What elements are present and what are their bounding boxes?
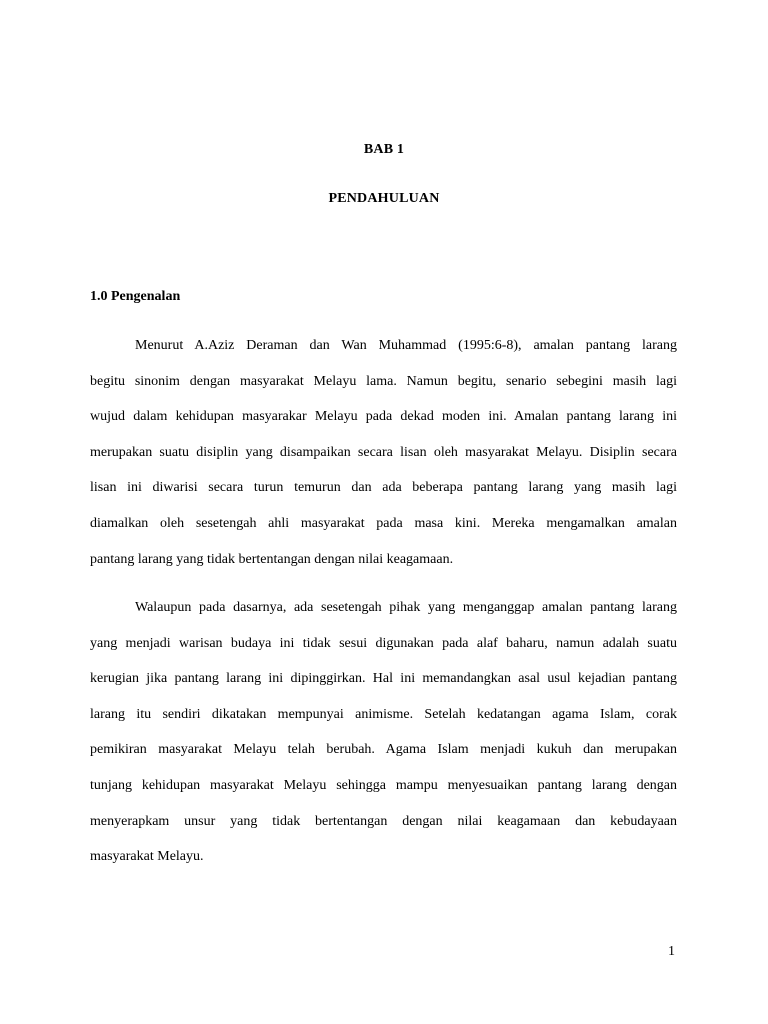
paragraph-line: lisan ini diwarisi secara turun temurun dan ada beberapa pantang larang yang masih lagi — [90, 480, 677, 496]
paragraph-line: wujud dalam kehidupan masyarakar Melayu pada dekad moden ini. Amalan pantang larang ini — [90, 409, 677, 425]
page-number: 1 — [668, 944, 675, 959]
paragraph-1 — [90, 337, 677, 586]
paragraph-line: masyarakat Melayu. — [90, 849, 204, 865]
paragraph-line: diamalkan oleh sesetengah ahli masyarakat pada masa kini. Mereka mengamalkan amalan — [90, 515, 677, 531]
paragraph-line: Walaupun pada dasarnya, ada sesetengah pihak yang menganggap amalan pantang larang — [135, 600, 677, 615]
chapter-number: BAB 1 — [363, 142, 405, 157]
paragraph-line: Menurut A.Aziz Deraman dan Wan Muhammad (1995:6-8), amalan pantang larang — [135, 338, 677, 353]
paragraph-2 — [90, 599, 677, 884]
paragraph-line: kerugian jika pantang larang ini dipinggirkan. Hal ini memandangkan asal usul kejadian pantang — [90, 671, 677, 687]
paragraph-line: pemikiran masyarakat Melayu telah berubah. Agama Islam menjadi kukuh dan merupakan — [90, 742, 677, 758]
paragraph-line: tunjang kehidupan masyarakat Melayu sehingga mampu menyesuaikan pantang larang dengan — [90, 777, 677, 793]
paragraph-line: menyerapkam unsur yang tidak bertentangan dengan nilai keagamaan dan kebudayaan — [90, 813, 677, 829]
paragraph-line: larang itu sendiri dikatakan mempunyai animisme. Setelah kedatangan agama Islam, corak — [90, 706, 677, 722]
paragraph-line: merupakan suatu disiplin yang disampaikan secara lisan oleh masyarakat Melayu. Disiplin secara — [90, 444, 677, 460]
paragraph-line: begitu sinonim dengan masyarakat Melayu lama. Namun begitu, senario sebegini masih lagi — [90, 373, 677, 389]
chapter-title: PENDAHULUAN — [328, 191, 440, 206]
paragraph-line: yang menjadi warisan budaya ini tidak sesui digunakan pada alaf baharu, namun adalah suatu — [90, 635, 677, 651]
paragraph-line: pantang larang yang tidak bertentangan dengan nilai keagamaan. — [90, 551, 454, 567]
section-title: 1.0 Pengenalan — [90, 289, 181, 304]
